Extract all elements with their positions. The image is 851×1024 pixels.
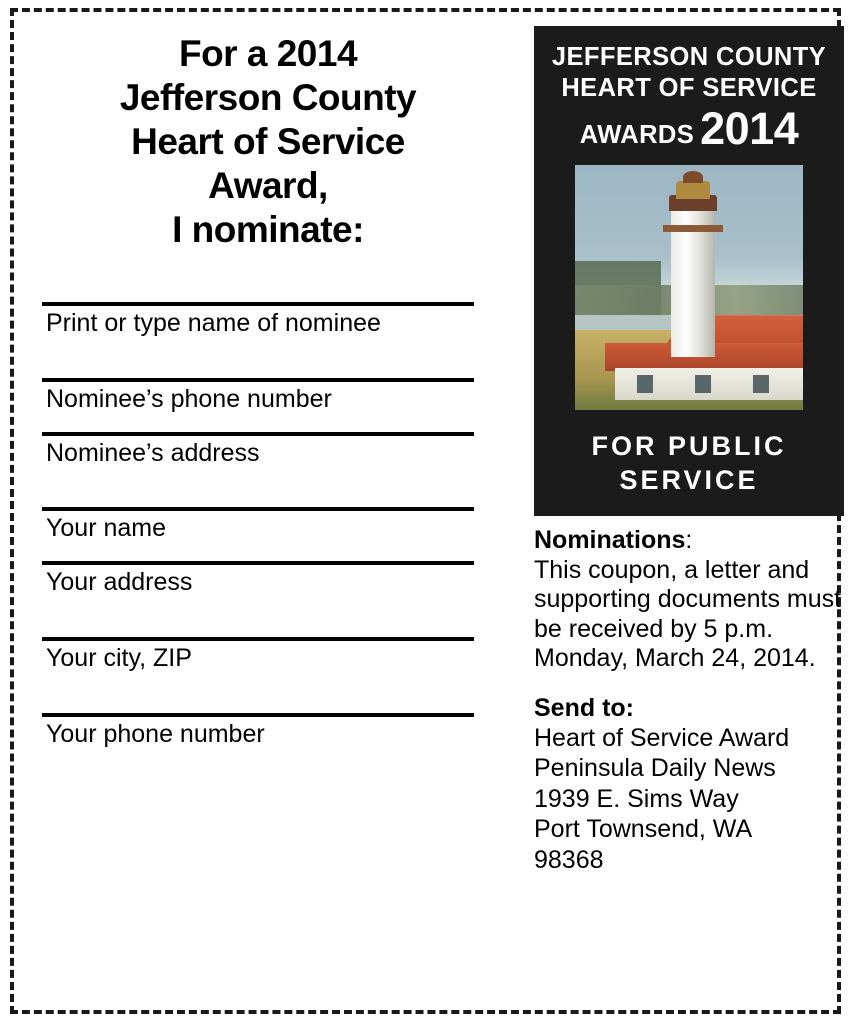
lighthouse-photo [575,165,803,410]
building-window [695,375,711,393]
coupon-inner [42,26,842,998]
badge-line-1: JEFFERSON COUNTY [551,43,827,71]
award-badge-column [534,26,844,875]
field-label: Nominee’s phone number [46,384,332,413]
form-fields [42,302,494,748]
field-label: Print or type name of nominee [46,309,381,338]
write-in-line[interactable] [42,561,474,565]
badge-footer-line-2: SERVICE [619,464,759,495]
field-label: Nominee’s address [46,438,260,467]
lighthouse-lantern [676,181,710,199]
send-to-line-1: Heart of Service Award [534,723,790,752]
badge-footer [534,430,844,498]
write-in-line[interactable] [42,302,474,306]
badge-awards-row [534,103,844,155]
nominations-heading-text: Nominations [534,525,686,554]
headline-line-4: Award, [208,165,328,207]
badge-line-2: HEART OF SERVICE [561,74,817,103]
info-panel [534,526,846,876]
write-in-line[interactable] [42,637,474,641]
nominations-heading [534,526,846,555]
field-your-phone[interactable] [42,713,494,749]
send-to-line-3: Port Townsend, WA [534,815,753,844]
send-to-publication: Peninsula Daily News [534,754,776,783]
page-title [42,32,494,252]
badge-awards-label: AWARDS [579,120,695,149]
badge-footer-line-1: FOR PUBLIC [591,431,787,462]
award-badge [534,26,844,516]
field-nominee-address[interactable] [42,432,494,468]
field-label: Your address [46,568,193,597]
field-nominee-phone[interactable] [42,378,494,414]
headline-line-1: For a 2014 [178,33,358,74]
field-nominee-name[interactable] [42,302,494,338]
coupon-border [10,8,841,1014]
building-window [753,375,769,393]
write-in-line[interactable] [42,378,474,382]
building-window [637,375,653,393]
field-label: Your phone number [46,719,265,748]
send-to-block [534,694,846,876]
send-to-line-4: 98368 [534,845,604,874]
nominations-heading-colon: : [685,525,693,554]
lighthouse-lantern-cap [683,171,703,183]
send-to-line-2: 1939 E. Sims Way [534,784,739,813]
write-in-line[interactable] [42,507,474,511]
field-your-name[interactable] [42,507,494,543]
field-label: Your name [46,514,166,543]
write-in-line[interactable] [42,713,474,717]
badge-year: 2014 [700,103,799,155]
lighthouse-gallery [663,225,723,232]
send-to-heading: Send to: [534,693,634,722]
nominations-text: This coupon, a letter and supporting documents must be received by 5 p.m. Monday, March 24, 2014. [534,555,842,673]
headline-line-3: Heart of Service [131,121,405,163]
field-label: Your city, ZIP [46,643,192,672]
headline-line-5: I nominate: [172,209,364,251]
field-your-city-zip[interactable] [42,637,494,673]
field-your-address[interactable] [42,561,494,597]
write-in-line[interactable] [42,432,474,436]
headline-line-2: Jefferson County [119,77,417,119]
nomination-form [42,26,494,774]
